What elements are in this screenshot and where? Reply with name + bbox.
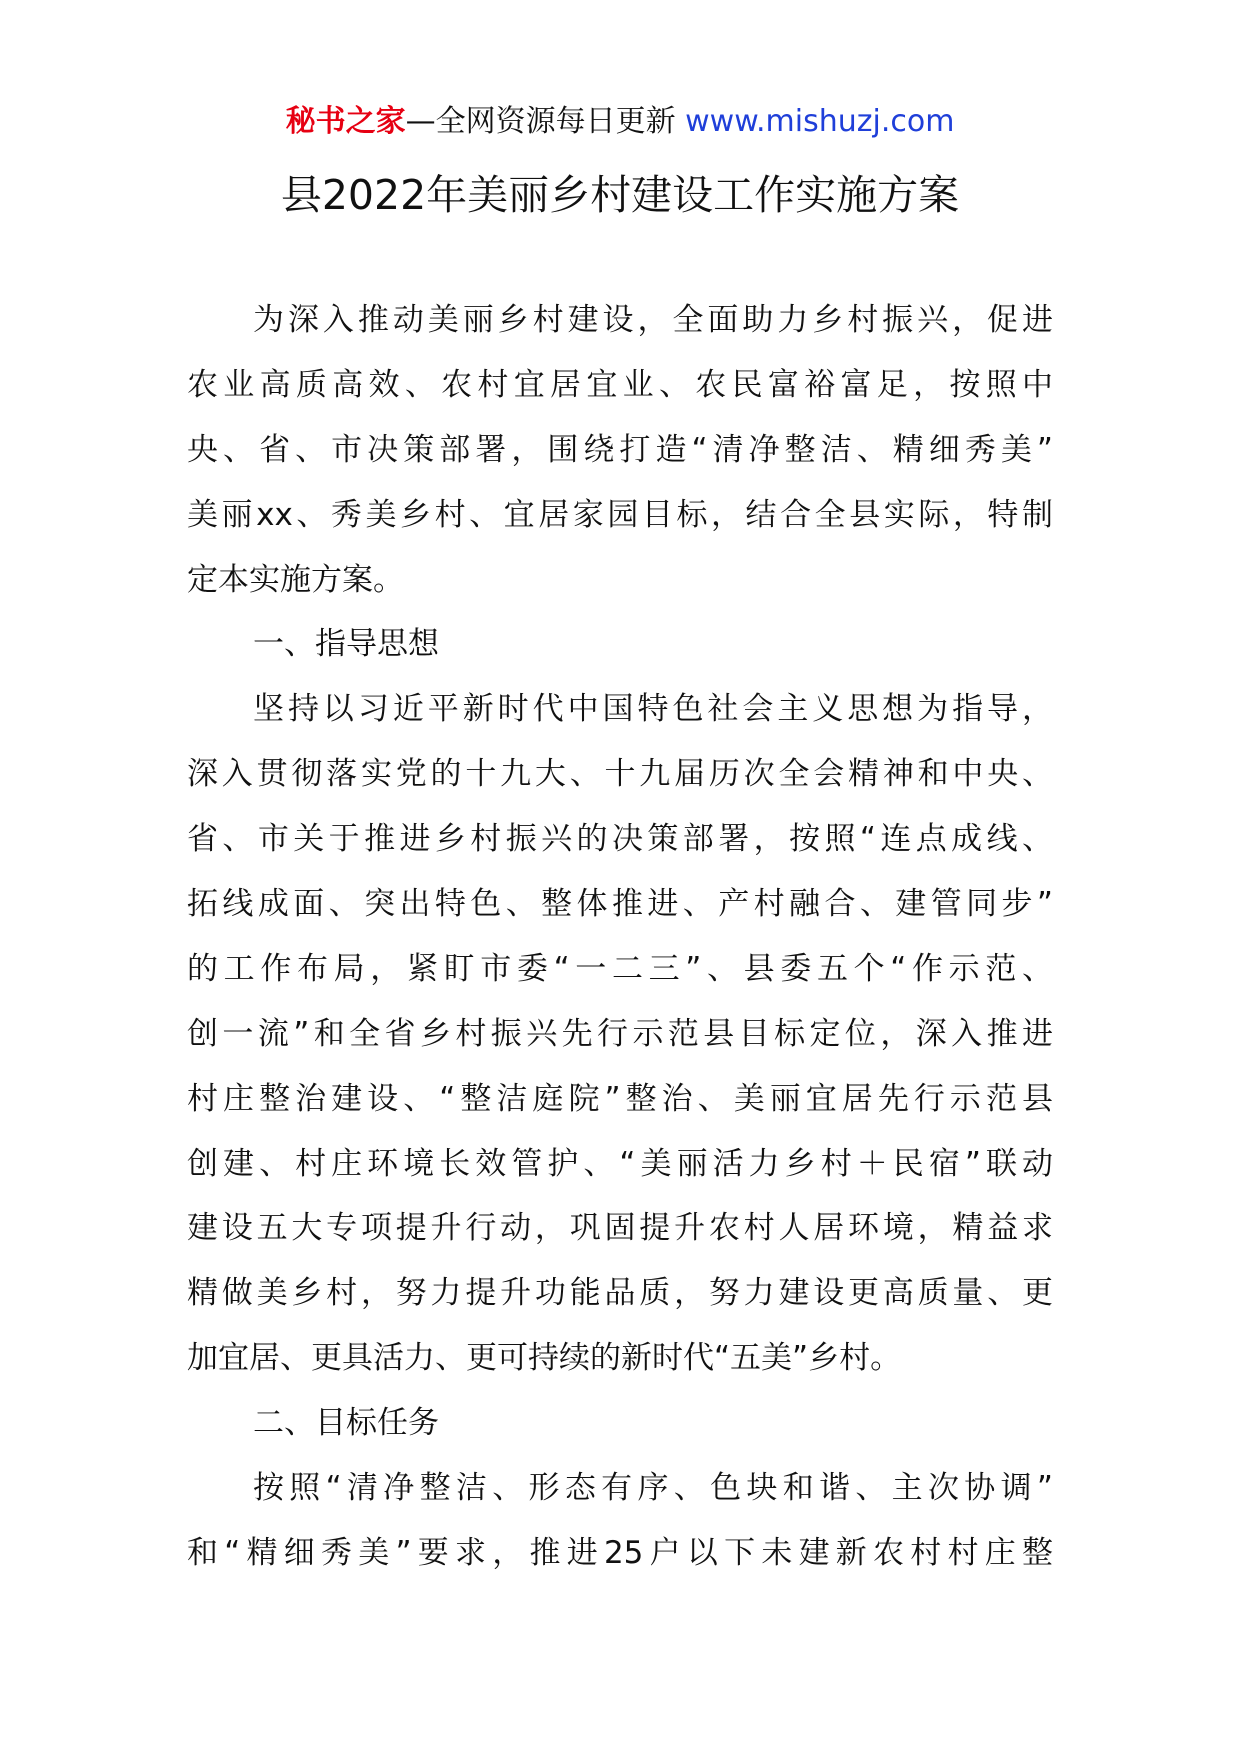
paragraph-line: 拓线成面、突出特色、整体推进、产村融合、建管同步”	[187, 886, 1053, 923]
site-tagline: —全网资源每日更新	[405, 104, 676, 139]
paragraph-line: 精做美乡村，努力提升功能品质，努力建设更高质量、更	[187, 1275, 1053, 1312]
paragraph-line: 加宜居、更具活力、更可持续的新时代“五美”乡村。	[187, 1340, 902, 1377]
document-body	[187, 288, 1053, 1586]
paragraph-line: 村庄整治建设、“整洁庭院”整治、美丽宜居先行示范县	[187, 1080, 1053, 1117]
paragraph-line: 坚持以习近平新时代中国特色社会主义思想为指导，	[253, 691, 1053, 728]
paragraph-line: 和“精细秀美”要求，推进25户以下未建新农村村庄整	[187, 1534, 1053, 1571]
section-heading: 二、目标任务	[253, 1405, 439, 1442]
paragraph-line: 的工作布局，紧盯市委“一二三”、县委五个“作示范、	[187, 950, 1053, 987]
paragraph-line: 农业高质高效、农村宜居宜业、农民富裕富足，按照中	[187, 366, 1053, 403]
paragraph-line: 深入贯彻落实党的十九大、十九届历次全会精神和中央、	[187, 756, 1053, 793]
site-header	[0, 100, 1240, 144]
site-brand: 秘书之家	[285, 104, 406, 139]
document-title: 县2022年美丽乡村建设工作实施方案	[280, 171, 960, 219]
paragraph-line: 为深入推动美丽乡村建设，全面助力乡村振兴，促进	[253, 302, 1053, 338]
paragraph-line: 定本实施方案。	[187, 561, 404, 598]
paragraph-line: 创建、村庄环境长效管护、“美丽活力乡村＋民宿”联动	[187, 1145, 1053, 1182]
paragraph-line: 建设五大专项提升行动，巩固提升农村人居环境，精益求	[187, 1210, 1053, 1247]
paragraph-line: 创一流”和全省乡村振兴先行示范县目标定位，深入推进	[187, 1015, 1053, 1052]
site-url-link[interactable]: www.mishuzj.com	[685, 104, 955, 139]
paragraph-line: 省、市关于推进乡村振兴的决策部署，按照“连点成线、	[187, 821, 1053, 858]
paragraph-line: 央、省、市决策部署，围绕打造“清净整洁、精细秀美”	[187, 431, 1053, 468]
paragraph-line: 美丽xx、秀美乡村、宜居家园目标，结合全县实际，特制	[187, 496, 1053, 533]
paragraph-line: 按照“清净整洁、形态有序、色块和谐、主次协调”	[253, 1470, 1053, 1507]
section-heading: 一、指导思想	[253, 626, 439, 663]
